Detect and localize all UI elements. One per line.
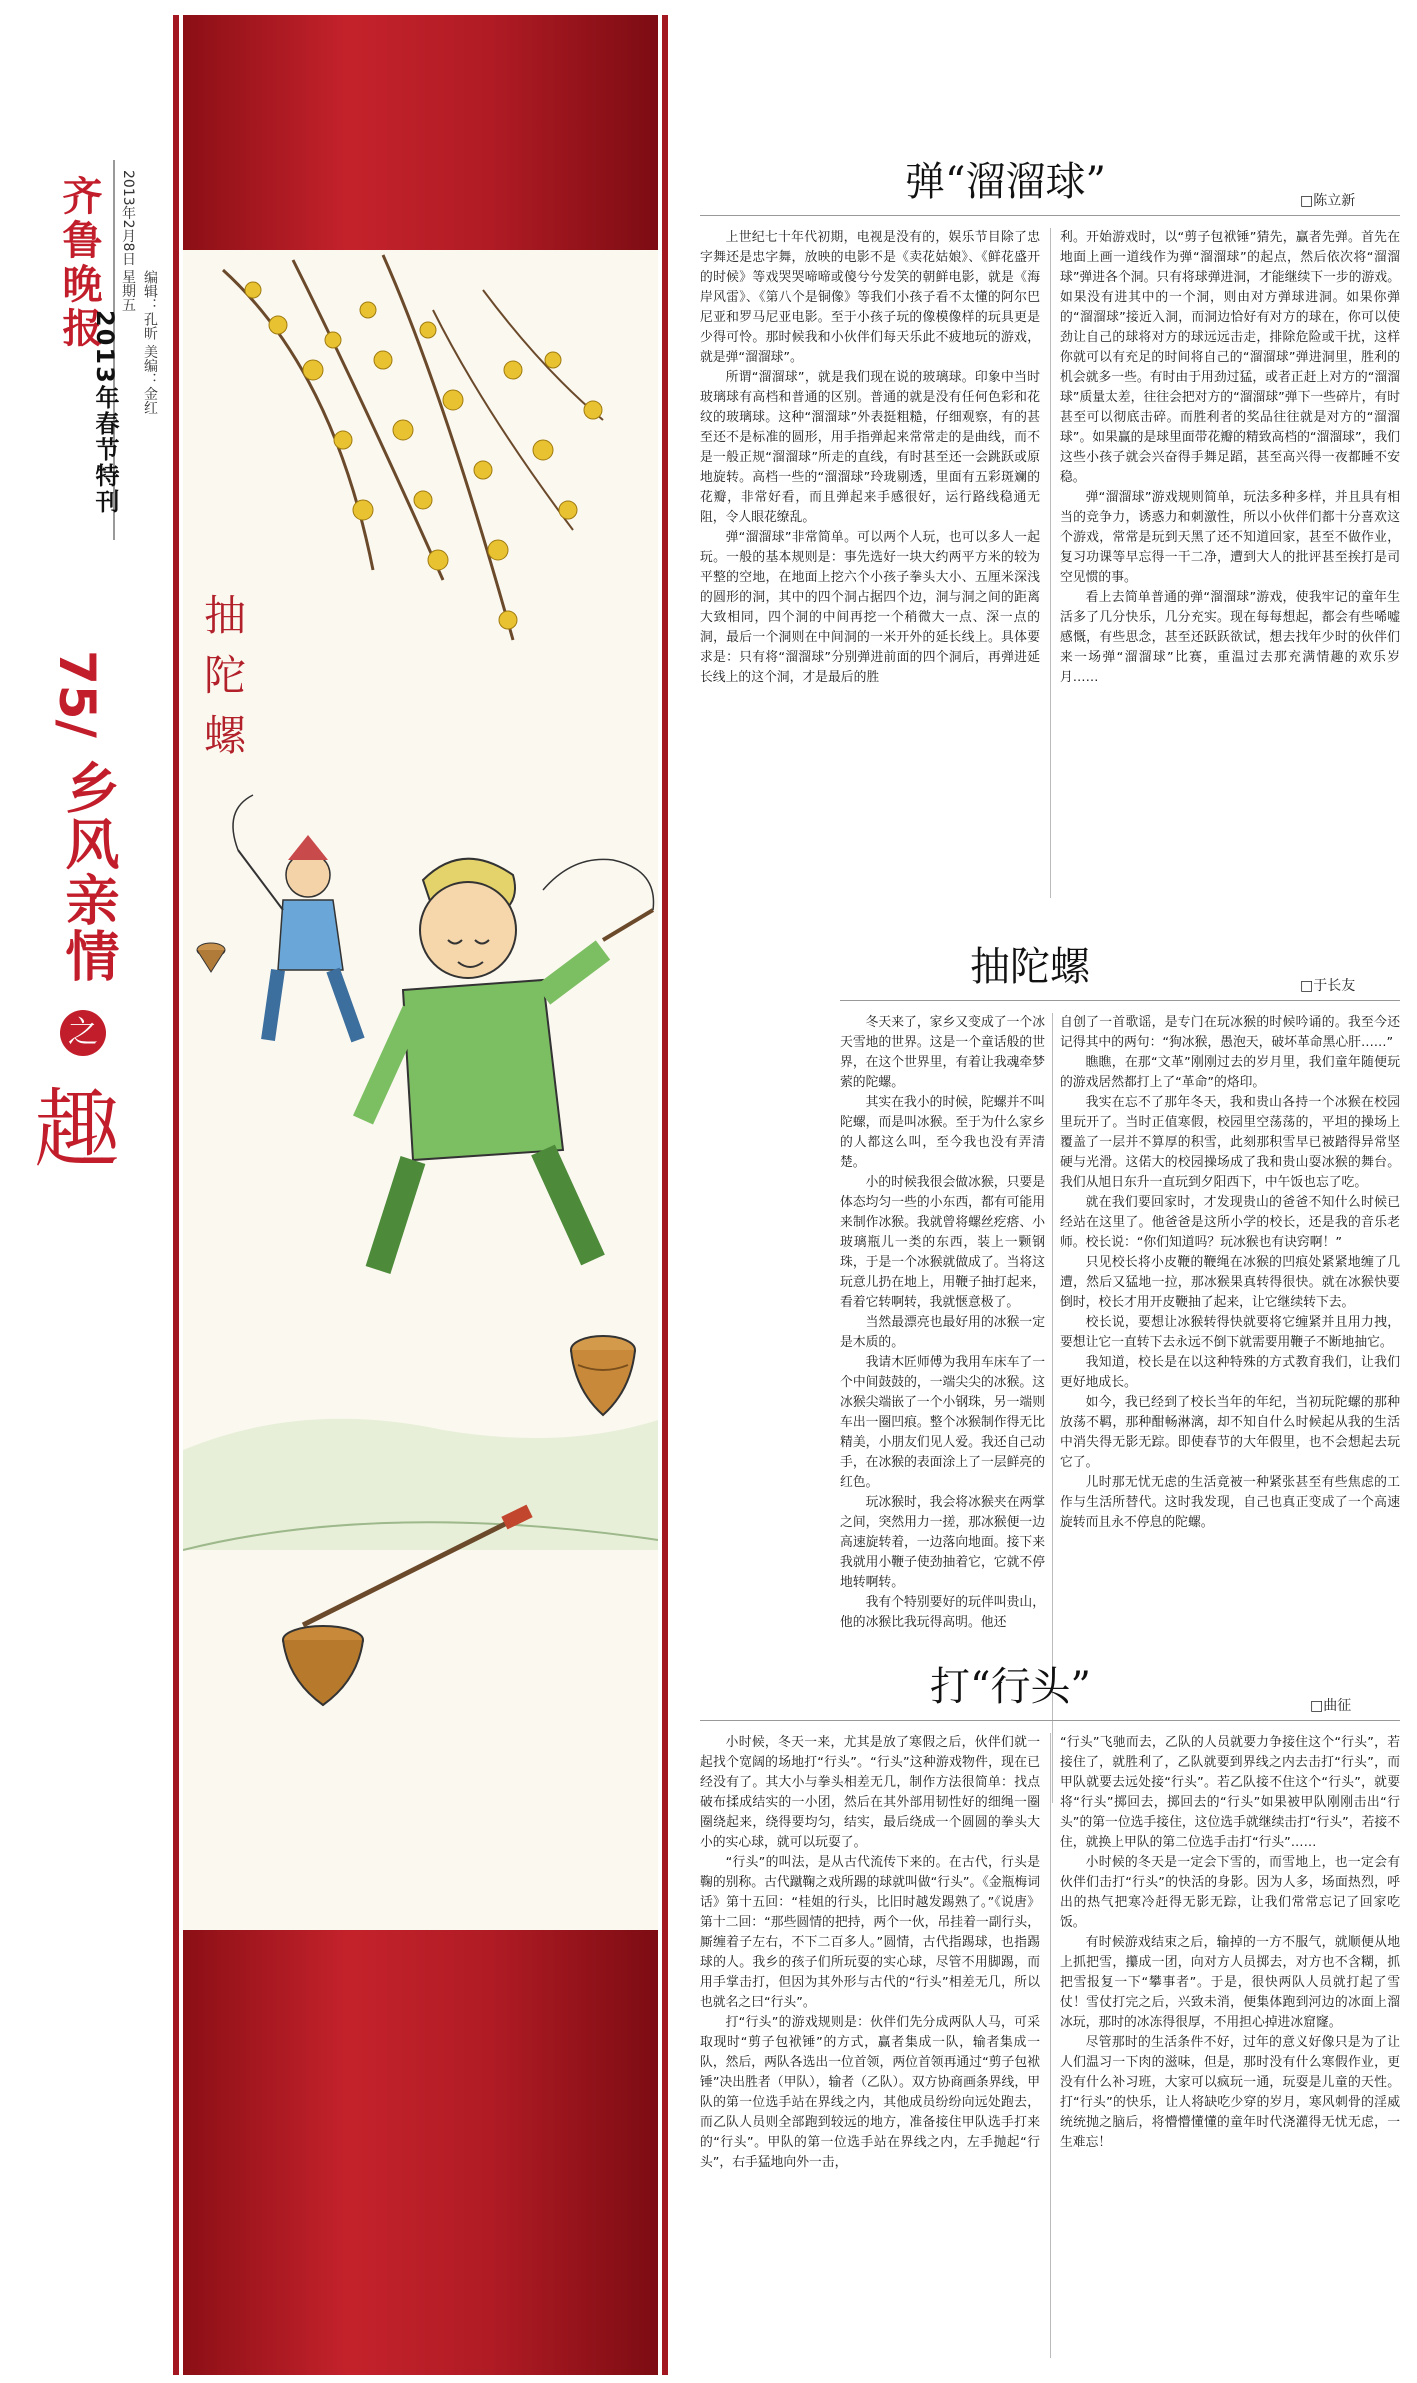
section-zhi-badge: 之 (60, 1010, 106, 1056)
paragraph: 弹“溜溜球”游戏规则简单，玩法多种多样，并且具有相当的竞争力，诱惑力和刺激性，所以小伙伴们都十分喜欢这个游戏，常常是玩到天黑了还不知道回家，甚至不做作业，复习功课等早忘得一干二净，遭到大人的批评甚至挨打是司空见惯的事。 (1060, 490, 1400, 585)
section-qu-character: 趣 (34, 1080, 120, 1180)
editor-credits: 编辑：孔昕 美编：金红 (142, 270, 158, 415)
article-author: □于长友 (1300, 978, 1356, 994)
paragraph: 所谓“溜溜球”，就是我们现在说的玻璃球。印象中当时玻璃球有高档和普通的区别。普通的就是没有任何色彩和花纹的玻璃球。这种“溜溜球”外表挺粗糙，仔细观察，有的甚至还不是标准的圆形，用手指弹起来常常走的是曲线，而不是一般正规“溜溜球”所走的直线，有时甚至还一会跳跃或原地旋转。高档一些的“溜溜球”玲珑剔透，里面有五彩斑斓的花瓣，非常好看，而且弹起来手感很好，运行路线稳通无阻，令人眼花缭乱。 (700, 370, 1040, 525)
paragraph: 小时候，冬天一来，尤其是放了寒假之后，伙伴们就一起找个宽阔的场地打“行头”。“行头”这种游戏物件，现在已经没有了。其大小与拳头相差无几，制作方法很简单：找点破布揉成结实的一小团，然后在其外部用韧性好的细绳一圈圈绕起来，绕得要均匀，结实，最后绕成一个圆圆的拳头大小的实心球，就可以玩耍了。 (700, 1735, 1040, 1850)
paragraph: 小的时候我很会做冰猴，只要是体态均匀一些的小东西，都有可能用来制作冰猴。我就曾将螺丝疙瘩、小玻璃瓶儿一类的东西，装上一颗钢珠，于是一个冰猴就做成了。当将这玩意儿扔在地上，用鞭子抽打起来，看着它转啊转，我就惬意极了。 (840, 1175, 1045, 1310)
paragraph: 有时候游戏结束之后，输掉的一方不服气，就顺便从地上抓把雪，攥成一团，向对方人员掷去，对方也不含糊，抓把雪报复一下“攀事者”。于是，很快两队人员就打起了雪仗！雪仗打完之后，兴致未消，便集体跑到河边的冰面上溜冰玩，那时的冰冻得很厚，不用担心掉进冰窟窿。 (1060, 1935, 1400, 2030)
paragraph: 校长说，要想让冰猴转得快就要将它缠紧并且用力拽，要想让它一直转下去永远不倒下就需要用鞭子不断地抽它。 (1060, 1315, 1400, 1350)
section-title: 乡风亲情 (57, 760, 120, 984)
paragraph: 尽管那时的生活条件不好，过年的意义好像只是为了让人们温习一下肉的滋味，但是，那时没有什么寒假作业，更没有什么补习班，大家可以疯玩一通，玩耍是儿童的天性。打“行头”的快乐，让人将缺吃少穿的岁月，寒风刺骨的淫威统统抛之脑后，将懵懵懂懂的童年时代浇灌得无忧无虑，一生难忘！ (1060, 2035, 1400, 2150)
paragraph: 如今，我已经到了校长当年的年纪，当初玩陀螺的那种放荡不羁，那种酣畅淋漓，却不知自什么时候起从我的生活中消失得无影无踪。即使春节的大年假里，也不会想起去玩它了。 (1060, 1395, 1400, 1470)
calligraphy-char-3: 螺 (203, 711, 247, 760)
red-band-top (183, 15, 658, 250)
article-title: 抽陀螺 (970, 944, 1090, 990)
article-hitting-ball (700, 1655, 1400, 2375)
illustration-column (183, 15, 658, 2375)
paragraph: 我有个特别要好的玩伴叫贵山，他的冰猴比我玩得高明。他还 (840, 1595, 1045, 1630)
red-border-left (173, 15, 179, 2375)
spinning-top-icon (571, 1336, 635, 1415)
paragraph: “行头”飞驰而去，乙队的人员就要力争接住这个“行头”，若接住了，就胜利了，乙队就要到界线之内去击打“行头”，而甲队就要去远处接“行头”。若乙队接不住这个“行头”，就要将“行头”掷回去，掷回去的“行头”如果被甲队刚刚击出“行头”的第一位选手接住，这位选手就继续击打“行头”，若接不住，就换上甲队的第二位选手击打“行头”…… (1060, 1735, 1400, 1850)
article-column-1 (700, 1733, 1040, 2368)
article-title: 弹“溜溜球” (905, 159, 1106, 205)
column-divider (1050, 228, 1051, 898)
article-author: □曲征 (1310, 1698, 1352, 1714)
paragraph: “行头”的叫法，是从古代流传下来的。在古代，行头是鞠的别称。古代蹴鞠之戏所踢的球就叫做“行头”。《金瓶梅词话》第十五回：“桂姐的行头，比旧时越发踢熟了。”《说唐》第十二回：“那些圆情的把持，两个一伙，吊挂着一副行头，厮缠着子左右，不下二百多人。”圆情，古代指踢球，也指踢球的人。我乡的孩子们所玩耍的实心球，尽管不用脚踢，而用手掌击打，但因为其外形与古代的“行头”相差无几，所以也就名之曰“行头”。 (700, 1855, 1040, 2010)
article-column-2 (1060, 228, 1400, 908)
calligraphy-char-1: 抽 (203, 591, 247, 640)
paragraph: 儿时那无忧无虑的生活竟被一种紧张甚至有些焦虑的工作与生活所替代。这时我发现，自己也真正变成了一个高速旋转而且永不停息的陀螺。 (1060, 1475, 1400, 1530)
small-top-icon (197, 943, 225, 972)
paragraph: 小时候的冬天是一定会下雪的，而雪地上，也一定会有伙伴们击打“行头”的快活的身影。因为人多，场面热烈，呼出的热气把寒冷赶得无影无踪，让我们常常忘记了回家吃饭。 (1060, 1855, 1400, 1930)
red-border-right (662, 15, 668, 2375)
paragraph: 只见校长将小皮鞭的鞭绳在冰猴的凹痕处紧紧地缠了几遭，然后又猛地一拉，那冰猴果真转得很快。就在冰猴快要倒时，校长才用开皮鞭抽了起来，让它继续转下去。 (1060, 1255, 1400, 1310)
calligraphy-char-2: 陀 (203, 651, 247, 700)
paragraph: 其实在我小的时候，陀螺并不叫陀螺，而是叫冰猴。至于为什么家乡的人都这么叫，至今我也没有弄清楚。 (840, 1095, 1045, 1170)
paragraph: 我请木匠师傅为我用车床车了一个中间鼓鼓的，一端尖尖的冰猴。这冰猴尖端嵌了一个小钢珠，另一端则车出一圈凹痕。整个冰猴制作得无比精美，小朋友们见人爱。我还自己动手，在冰猴的表面涂上了一层鲜亮的红色。 (840, 1355, 1045, 1490)
title-rule (840, 1000, 1400, 1001)
special-issue-title: 2013年春节特刊 (91, 310, 119, 515)
small-boy-icon (233, 795, 358, 1040)
article-column-1 (700, 228, 1040, 908)
paragraph: 就在我们要回家时，才发现贵山的爸爸不知什么时候已经站在这里了。他爸爸是这所小学的校长，还是我的音乐老师。校长说：“你们知道吗？玩冰猴也有诀窍啊！” (1060, 1195, 1400, 1250)
article-author: □陈立新 (1300, 193, 1356, 209)
red-band-bottom (183, 1930, 658, 2375)
winter-jasmine-flowers-icon (223, 255, 603, 640)
paragraph: 上世纪七十年代初期，电视是没有的，娱乐节目除了忠字舞还是忠字舞，放映的电影不是《卖花姑娘》、《鲜花盛开的时候》等戏哭哭啼啼或傻兮兮发笑的朝鲜电影，就是《海岸风雷》、《第八个是铜像》等我们小孩子看不太懂的阿尔巴尼亚和罗马尼亚电影。至于小孩子玩的像模像样的玩具更是少得可怜。那时候我和小伙伴们每天乐此不疲地玩的游戏，就是弹“溜溜球”。 (700, 230, 1040, 365)
page-number: 75/ (48, 650, 106, 738)
paragraph: 我知道，校长是在以这种特殊的方式教育我们，让我们更好地成长。 (1060, 1355, 1400, 1390)
paragraph: 利。开始游戏时，以“剪子包袱锤”猜先，赢者先弹。首先在地面上画一道线作为弹“溜溜球”的起点，然后依次将“溜溜球”弹进各个洞。只有将球弹进洞，才能继续下一步的游戏。如果没有进其中的一个洞，则由对方弹球进洞。如果你弹的“溜溜球”接近入洞，而洞边恰好有对方的球在，你可以使劲让自己的球将对方的球远远击走，排除危险或干扰，这样你就可以有充足的时间将自己的“溜溜球”弹进洞里，胜利的机会就多一些。有时由于用劲过猛，或者正赶上对方的“溜溜球”质量太差，往往会把对方的“溜溜球”弹下一些碎片，有时甚至可以彻底击碎。而胜利者的奖品往往就是对方的“溜溜球”。如果赢的是球里面带花瓣的精致高档的“溜溜球”，我们这些小孩子就会兴奋得手舞足蹈，甚至高兴得一夜都睡不安稳。 (1060, 230, 1400, 485)
paragraph: 自创了一首歌谣，是专门在玩冰猴的时候吟诵的。我至今还记得其中的两句：“狗冰猴，愚泡天，破坏革命黑心肝……” (1060, 1015, 1400, 1050)
paragraph: 弹“溜溜球”非常简单。可以两个人玩，也可以多人一起玩。一般的基本规则是：事先选好一块大约两平方米的较为平整的空地，在地面上挖六个小孩子拳头大小、五厘米深浅的圆形的洞，其中的四个洞占据四个边，洞与洞之间的距离大致相同，四个洞的中间再挖一个稍微大一点、深一点的洞，最后一个洞则在中间洞的一米开外的延长线上。具体要求是：只有将“溜溜球”分别弹进前面的四个洞后，再弹进延长线上的这个洞，才是最后的胜 (700, 530, 1040, 685)
paragraph: 我实在忘不了那年冬天，我和贵山各持一个冰猴在校园里玩开了。当时正值寒假，校园里空荡荡的，平坦的操场上覆盖了一层并不算厚的积雪，此刻那积雪早已被踏得异常坚硬与光滑。这偌大的校园操场成了我和贵山耍冰猴的舞台。我们从旭日东升一直玩到夕阳西下，中午饭也忘了吃。 (1060, 1095, 1400, 1190)
masthead (0, 0, 170, 2383)
title-rule (700, 1720, 1400, 1721)
article-column-2 (1060, 1733, 1400, 2368)
illustration-svg (183, 250, 658, 1930)
column-divider (1050, 1733, 1051, 2358)
issue-date: 2013年2月8日 星期五 (120, 170, 136, 312)
article-marbles (700, 150, 1400, 910)
paragraph: 瞧瞧，在那“文革”刚刚过去的岁月里，我们童年随便玩的游戏居然都打上了“革命”的烙印。 (1060, 1055, 1400, 1090)
newspaper-logo: 齐鲁晚报 (56, 175, 103, 351)
paragraph: 看上去简单普通的弹“溜溜球”游戏，使我牢记的童年生活多了几分快乐，几分充实。现在每每想起，都会有些唏嘘感慨，有些思念，甚至还跃跃欲试，想去找年少时的伙伴们来一场弹“溜溜球”比赛，重温过去那充满情趣的欢乐岁月…… (1060, 590, 1400, 685)
paragraph: 当然最漂亮也最好用的冰猴一定是木质的。 (840, 1315, 1045, 1350)
paragraph: 冬天来了，家乡又变成了一个冰天雪地的世界。这是一个童话般的世界，在这个世界里，有着让我魂牵梦萦的陀螺。 (840, 1015, 1045, 1090)
illustration-panel (183, 250, 658, 1930)
article-title: 打“行头” (930, 1664, 1091, 1710)
boy-whipping-top-icon (363, 859, 654, 1270)
paragraph: 打“行头”的游戏规则是：伙伴们先分成两队人马，可采取现时“剪子包袱锤”的方式，赢者集成一队，输者集成一队，然后，两队各选出一位首领，两位首领再通过“剪子包袱锤”决出胜者（甲队），输者（乙队）。双方协商画条界线，甲队的第一位选手站在界线之内，其他成员纷纷向远处跑去，而乙队人员则全部跑到较远的地方，准备接住甲队选手打来的“行头”。甲队的第一位选手站在界线之内，左手抛起“行头”，右手猛地向外一击， (700, 2015, 1040, 2170)
title-rule (700, 215, 1400, 216)
paragraph: 玩冰猴时，我会将冰猴夹在两掌之间，突然用力一搓，那冰猴便一边高速旋转着，一边落向地面。接下来我就用小鞭子使劲抽着它，它就不停地转啊转。 (840, 1495, 1045, 1590)
